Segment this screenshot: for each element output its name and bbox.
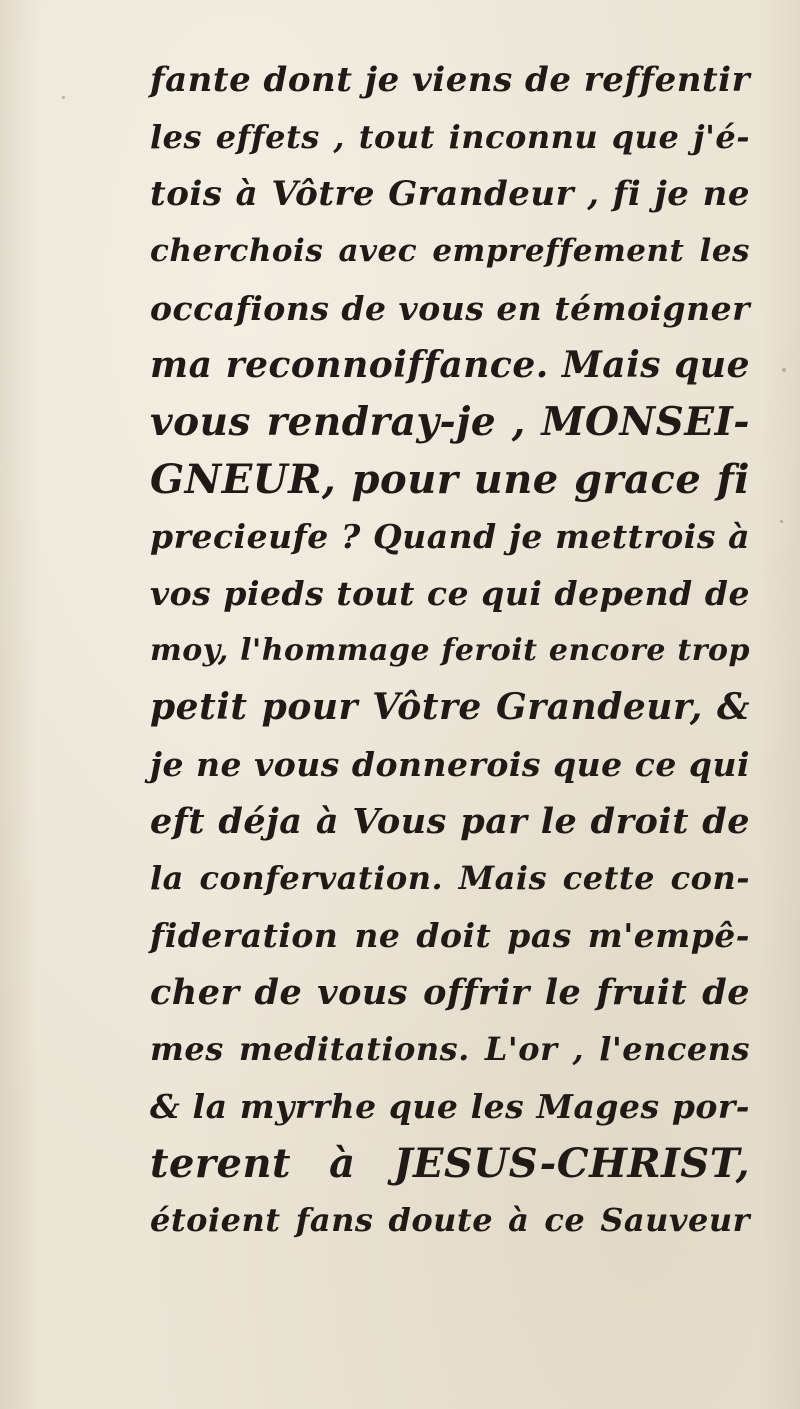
text-line-3: tois à Vôtre Grandeur , fi je ne <box>150 174 750 214</box>
text-line-2: les effets , tout inconnu que j'é- <box>150 118 750 156</box>
text-line-4: cherchois avec empreffement les <box>150 233 750 269</box>
text-line-13: je ne vous donnerois que ce qui <box>150 745 750 784</box>
text-line-11: moy, l'hommage feroit encore trop <box>150 633 750 668</box>
text-line-6: ma reconnoiffance. Mais que <box>150 344 750 386</box>
paper-speck <box>62 96 65 99</box>
text-line-19: & la myrrhe que les Mages por- <box>150 1087 750 1126</box>
text-line-17: cher de vous offrir le fruit de <box>150 972 750 1013</box>
text-line-8: GNEUR, pour une grace fi <box>150 456 750 503</box>
text-line-18: mes meditations. L'or , l'encens <box>150 1030 750 1068</box>
text-line-15: la confervation. Mais cette con- <box>150 859 750 897</box>
text-line-12: petit pour Vôtre Grandeur, & <box>150 686 750 728</box>
page-text <box>150 52 750 1249</box>
text-line-5: occafions de vous en témoigner <box>150 289 750 328</box>
text-line-16: fideration ne doit pas m'empê- <box>150 916 750 955</box>
text-line-1: fante dont je viens de reffentir <box>150 60 750 100</box>
text-line-7: vous rendray-je , MONSEI- <box>150 399 750 445</box>
text-line-20: terent à JESUS-CHRIST, <box>150 1140 750 1187</box>
text-line-21: étoient fans doute à ce Sauveur <box>150 1201 750 1239</box>
text-line-14: eft déja à Vous par le droit de <box>150 801 750 842</box>
text-line-10: vos pieds tout ce qui depend de <box>150 574 750 613</box>
paper-speck <box>780 520 783 523</box>
paper-speck <box>782 368 786 372</box>
text-line-9: precieufe ? Quand je mettrois à <box>150 517 750 556</box>
